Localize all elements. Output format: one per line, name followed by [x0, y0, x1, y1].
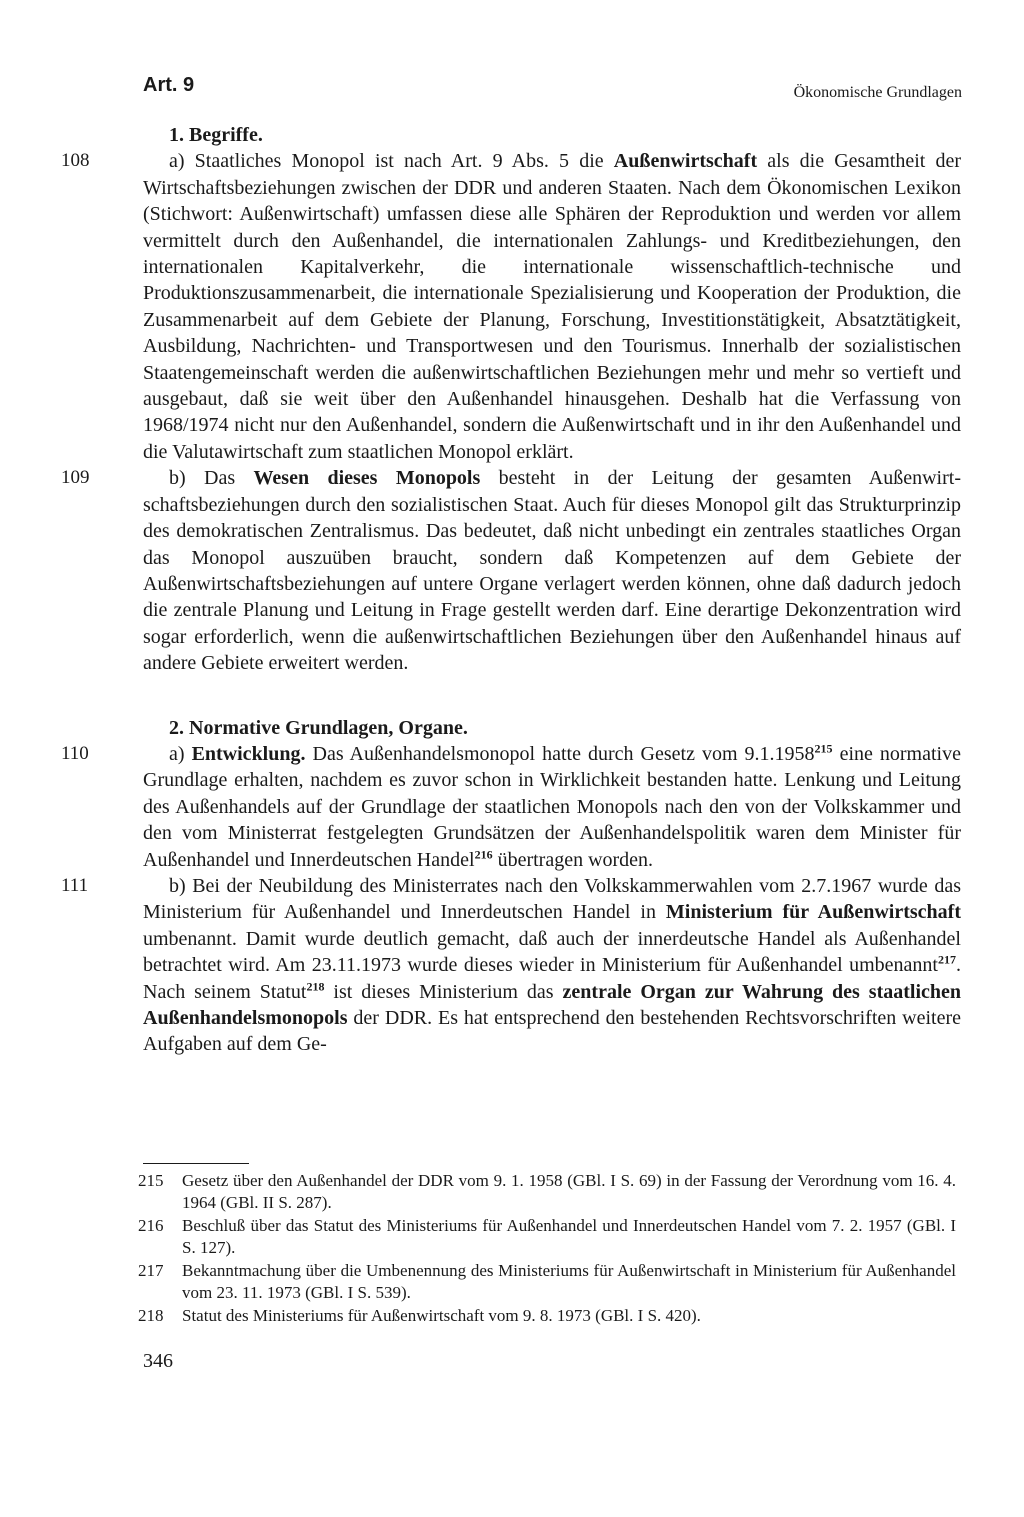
- main-text: [61, 122, 961, 1058]
- paragraph-109: 109 b) Das Wesen dieses Monopols besteht in der Leitung der gesamten Außenwirtschaftsbeziehungen durch den sozialistischen Staat. Auch für dieses Monopol gilt das Strukturprinzip des demokratischen Zentralismus. Das bedeutet, daß nicht unbedingt ein zentrales staatliches Organ das Monopol auszuüben braucht, sondern daß Kompetenzen auf dem Gebiete der Außenwirtschaftsbeziehungen auf untere Organe verlagert werden können, ohne daß dadurch jedoch die zentrale Planung und Leitung in Frage gestellt werden darf. Eine derartige Dekonzentration wird sogar erforderlich, wenn die außenwirtschaftlichen Beziehungen über den Außenhandel hinaus auf andere Gebiete erweitert werden.: [61, 467, 961, 675]
- footnote-text: Statut des Ministeriums für Außenwirtschaft vom 9. 8. 1973 (GBl. I S. 420).: [182, 1306, 701, 1325]
- footnote-215: [138, 1170, 956, 1213]
- footnote-number: 217: [138, 1261, 164, 1280]
- footnote-ref[interactable]: 217: [938, 952, 956, 967]
- footnote-number: 216: [138, 1216, 164, 1235]
- footnote-ref[interactable]: 218: [306, 978, 325, 993]
- running-header-section: Ökonomische Grundlagen: [793, 84, 962, 101]
- emphasis: Entwicklung.: [191, 742, 306, 765]
- footnote-number: 218: [138, 1306, 164, 1325]
- page-number: 346: [143, 1350, 173, 1372]
- margin-number: 110: [61, 742, 89, 764]
- footnote-218: [138, 1305, 956, 1327]
- footnote-text: Beschluß über das Statut des Ministeriums für Außenhandel und Innerdeutschen Handel vom 7. 2. 1957 (GBl. I S. 127).: [182, 1216, 956, 1257]
- margin-number: 111: [61, 874, 89, 896]
- running-header-article: Art. 9: [143, 74, 195, 96]
- footnote-ref[interactable]: 215: [814, 741, 833, 756]
- paragraph-111: 111 b) Bei der Neubildung des Ministerrates nach den Volkskammerwahlen vom 2.7.1967 wurde das Ministerium für Außenhandel und Innerdeutschen Handel in Ministerium für Außenwirtschaft umbenannt. Damit wurde deutlich gemacht, daß auch der innerdeutsche Handel als Außenhandel betrachtet wird. Am 23.11.1973 wurde dieses wieder in Ministerium für Außenhandel umbenannt$^{217}$. Nach seinem Statut$^{218}$ ist dieses Ministerium das zentrale Organ zur Wahrung des staatlichen Außenhandelsmonopols der DDR. Es hat entsprechend den bestehenden Rechtsvorschriften weitere Aufgaben auf dem Ge-: [61, 874, 961, 1056]
- footnote-text: Bekanntmachung über die Umbenennung des Ministeriums für Außenwirtschaft in Ministerium für Außenhandel vom 23. 11. 1973 (GBl. I S. 539).: [182, 1261, 956, 1302]
- footnote-number: 215: [138, 1171, 164, 1190]
- footnote-ref[interactable]: 216: [474, 846, 493, 861]
- footnotes: [138, 1170, 956, 1329]
- emphasis: Ministerium für Außenwirtschaft: [665, 901, 961, 924]
- emphasis: zentrale Organ zur Wahrung des staatlichen Außenhandelsmonopols: [143, 980, 961, 1029]
- footnote-217: [138, 1260, 956, 1303]
- emphasis: Wesen dieses Monopols: [253, 467, 481, 490]
- paragraph-110: 110 a) Entwicklung. Das Außenhandelsmonopol hatte durch Gesetz vom 9.1.1958$^{215}$ eine normative Grundlage erhalten, nachdem es zuvor schon in Wirklichkeit bestanden hatte. Lenkung und Leitung des Außenhandels auf der Grundlage der staatlichen Monopols nach den von der Volkskammer und den vom Ministerrat festgelegten Grundsätzen der Außenhandelspolitik waren dem Minister für Außenhandel und Innerdeutschen Handel$^{216}$ übertragen worden.: [61, 741, 961, 871]
- section-heading-normative-grundlagen: 2. Normative Grundlagen, Organe.: [169, 716, 468, 739]
- emphasis: Außenwirtschaft: [613, 150, 758, 173]
- section-heading-begriffe: 1. Begriffe.: [169, 124, 263, 146]
- paragraph-108: 108 a) Staatliches Monopol ist nach Art. 9 Abs. 5 die Außenwirtschaft als die Gesamtheit der Wirtschaftsbeziehungen zwischen der DDR und anderen Staaten. Nach dem Ökonomischen Lexikon (Stichwort: Außenwirtschaft) umfassen diese alle Sphären der Reproduktion und werden vor allem vermittelt durch den Außenhandel, die internationalen Zahlungs- und Kreditbeziehungen, den internationalen Kapitalverkehr, die internationale wissenschaftlich-technische und Produktionszusammenarbeit, die internationale Spezialisierung und Kooperation der Produktion, die Zusammenarbeit auf dem Gebiete der Planung, Forschung, Investitionstätigkeit, Absatztätigkeit, Ausbildung, Nachrichten- und Transportwesen und den Tourismus. Innerhalb der sozialistischen Staatengemeinschaft werden die außenwirtschaftlichen Beziehungen mehr und mehr so vertieft und ausgebaut, daß sie weit über den Außenhandel hinausgehen. Deshalb hat die Verfassung von 1968/1974 nicht nur den Außenhandel, sondern die Außenwirtschaft und in ihr den Außenhandel und die Valutawirtschaft zum staatlichen Monopol erklärt.: [61, 150, 961, 463]
- footnote-text: Gesetz über den Außenhandel der DDR vom 9. 1. 1958 (GBl. I S. 69) in der Fassung der Verordnung vom 16. 4. 1964 (GBl. II S. 287).: [182, 1171, 956, 1212]
- margin-number: 109: [61, 467, 90, 489]
- footnote-divider: [143, 1163, 249, 1164]
- margin-number: 108: [61, 150, 90, 172]
- footnote-216: [138, 1215, 956, 1258]
